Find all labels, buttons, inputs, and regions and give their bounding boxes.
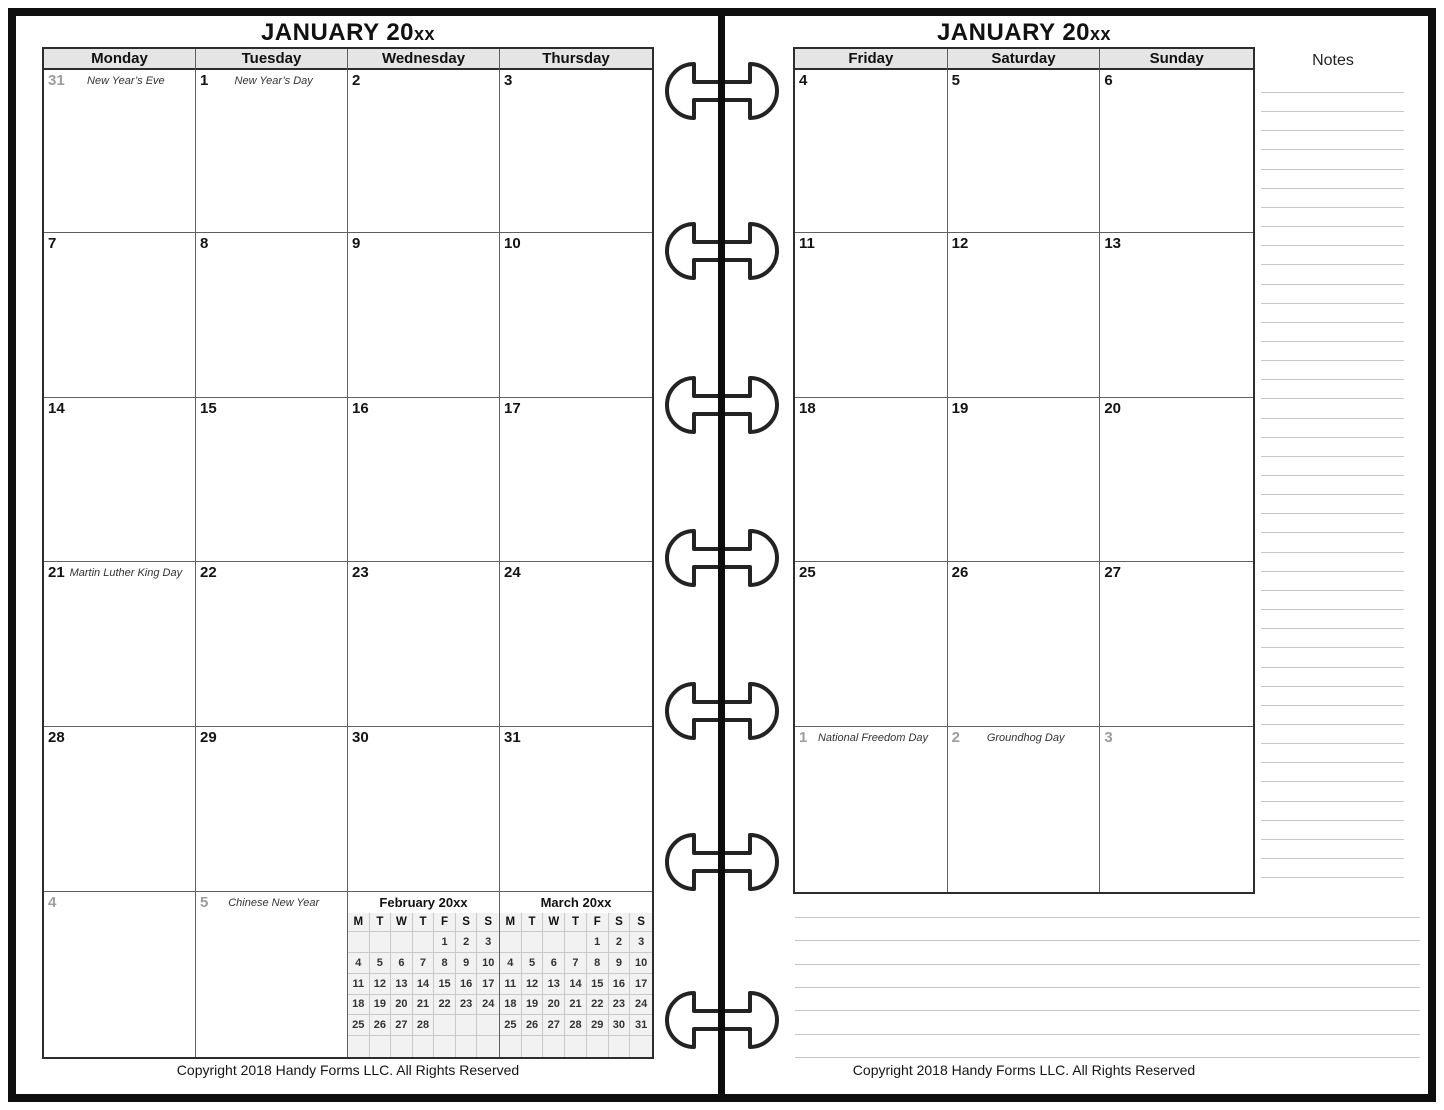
notes-line — [1261, 839, 1404, 840]
day-cell — [500, 727, 652, 892]
date-number: 30 — [352, 729, 369, 746]
mini-date-cell: 17 — [477, 974, 499, 995]
mini-date-cell — [413, 1036, 435, 1057]
day-cell — [44, 70, 196, 233]
date-number: 27 — [1104, 564, 1122, 581]
mini-date-cell — [456, 1015, 478, 1036]
mini-date-cell: 31 — [630, 1015, 652, 1036]
notes-line — [1261, 724, 1404, 725]
date-number: 4 — [799, 72, 808, 89]
mini-date-cell: 9 — [609, 953, 631, 974]
day-cell — [1100, 70, 1253, 233]
mini-date-cell — [477, 1036, 499, 1057]
notes-line — [1261, 743, 1404, 744]
date-number: 13 — [1104, 235, 1122, 252]
day-cell — [348, 562, 500, 727]
mini-date-cell: 14 — [413, 974, 435, 995]
mini-calendar-cell — [348, 892, 500, 1057]
mini-date-cell: 16 — [456, 974, 478, 995]
mini-date-cell: 6 — [543, 953, 565, 974]
mini-date-cell: 19 — [370, 995, 392, 1016]
bottom-line — [795, 917, 1420, 918]
date-number: 10 — [504, 235, 521, 252]
date-number: 9 — [352, 235, 361, 252]
mini-date-cell: 7 — [413, 953, 435, 974]
date-number: 25 — [799, 564, 816, 581]
notes-line — [1261, 475, 1404, 476]
mini-date-cell: 6 — [391, 953, 413, 974]
day-cell — [196, 70, 348, 233]
notes-line — [1261, 877, 1404, 878]
date-number: 24 — [504, 564, 521, 581]
date-number: 15 — [200, 400, 217, 417]
mini-date-cell — [391, 932, 413, 953]
notes-line — [1261, 264, 1404, 265]
mini-date-cell: 21 — [413, 995, 435, 1016]
mini-date-cell — [477, 1015, 499, 1036]
mini-date-cell: 15 — [434, 974, 456, 995]
mini-date-cell: 2 — [609, 932, 631, 953]
date-number: 3 — [1104, 729, 1113, 746]
mini-date-cell — [630, 1036, 652, 1057]
left-title-month-year: JANUARY 20 — [260, 19, 415, 46]
day-cell — [500, 562, 652, 727]
mini-date-cell: 23 — [609, 995, 631, 1016]
mini-date-cell — [500, 1036, 522, 1057]
mini-date-cell — [391, 1036, 413, 1057]
date-number: 14 — [48, 400, 65, 417]
mini-date-cell: 4 — [348, 953, 370, 974]
mini-date-cell: 13 — [391, 974, 413, 995]
mini-date-cell: 28 — [565, 1015, 587, 1036]
day-cell — [196, 562, 348, 727]
day-cell — [44, 233, 196, 398]
notes-line — [1261, 686, 1404, 687]
date-number: 2 — [352, 72, 361, 89]
mini-day-header: T — [370, 913, 392, 932]
day-cell — [948, 70, 1101, 233]
mini-calendar — [348, 892, 499, 1057]
date-number: 12 — [951, 235, 969, 252]
mini-date-cell — [565, 1036, 587, 1057]
mini-date-cell: 17 — [630, 974, 652, 995]
notes-line — [1261, 284, 1404, 285]
mini-calendar-grid — [348, 913, 499, 1057]
bottom-line — [795, 987, 1420, 988]
day-cell — [1100, 727, 1253, 892]
date-number: 2 — [951, 729, 960, 746]
day-cell — [1100, 398, 1253, 562]
mini-calendar-title: March 20xx — [500, 892, 652, 913]
date-number: 6 — [1104, 72, 1113, 89]
mini-calendar-title: February 20xx — [348, 892, 499, 913]
notes-line — [1261, 456, 1404, 457]
mini-calendar-grid — [500, 913, 652, 1057]
holiday-label: Martin Luther King Day — [69, 567, 183, 579]
date-number: 28 — [48, 729, 65, 746]
date-number: 31 — [504, 729, 521, 746]
date-number: 31 — [48, 72, 65, 89]
holiday-label: Groundhog Day — [986, 732, 1065, 744]
right-copyright: Copyright 2018 Handy Forms LLC. All Rights Reserved — [852, 1062, 1196, 1078]
mini-date-cell — [565, 932, 587, 953]
bottom-line — [795, 1057, 1420, 1058]
mini-date-cell: 27 — [391, 1015, 413, 1036]
mini-date-cell: 21 — [565, 995, 587, 1016]
notes-heading: Notes — [1312, 52, 1354, 69]
date-number: 26 — [951, 564, 969, 581]
day-cell — [948, 398, 1101, 562]
day-header-monday: Monday — [44, 49, 196, 70]
mini-day-header: F — [434, 913, 456, 932]
notes-line — [1261, 647, 1404, 648]
mini-date-cell: 25 — [348, 1015, 370, 1036]
holiday-label: Chinese New Year — [228, 897, 320, 909]
notes-line — [1261, 360, 1404, 361]
mini-date-cell: 24 — [477, 995, 499, 1016]
date-number: 17 — [504, 400, 521, 417]
mini-calendar — [500, 892, 652, 1057]
mini-date-cell — [348, 1036, 370, 1057]
mini-date-cell — [543, 1036, 565, 1057]
mini-date-cell — [587, 1036, 609, 1057]
day-cell — [795, 727, 948, 892]
notes-line — [1261, 628, 1404, 629]
notes-line — [1261, 207, 1404, 208]
notes-line — [1261, 169, 1404, 170]
mini-date-cell: 28 — [413, 1015, 435, 1036]
mini-date-cell: 22 — [434, 995, 456, 1016]
mini-date-cell — [543, 932, 565, 953]
mini-date-cell — [348, 932, 370, 953]
holiday-label: National Freedom Day — [817, 732, 929, 744]
mini-date-cell: 27 — [543, 1015, 565, 1036]
mini-date-cell: 7 — [565, 953, 587, 974]
mini-date-cell: 30 — [609, 1015, 631, 1036]
mini-date-cell — [370, 1036, 392, 1057]
notes-line — [1261, 398, 1404, 399]
notes-line — [1261, 92, 1404, 93]
notes-line — [1261, 513, 1404, 514]
date-number: 29 — [200, 729, 217, 746]
mini-date-cell: 26 — [370, 1015, 392, 1036]
mini-date-cell: 4 — [500, 953, 522, 974]
mini-day-header: W — [391, 913, 413, 932]
notes-line — [1261, 188, 1404, 189]
left-page-title — [42, 19, 654, 47]
right-title-month-year: JANUARY 20 — [936, 19, 1091, 46]
notes-line — [1261, 341, 1404, 342]
day-cell — [500, 398, 652, 562]
day-cell — [1100, 562, 1253, 727]
notes-line — [1261, 705, 1404, 706]
mini-day-header: W — [543, 913, 565, 932]
day-cell — [348, 727, 500, 892]
date-number: 18 — [799, 400, 816, 417]
mini-day-header: S — [456, 913, 478, 932]
date-number: 20 — [1104, 400, 1122, 417]
day-cell — [348, 70, 500, 233]
notes-line — [1261, 667, 1404, 668]
mini-date-cell: 10 — [477, 953, 499, 974]
right-month-grid — [793, 47, 1255, 894]
mini-date-cell: 14 — [565, 974, 587, 995]
mini-date-cell: 23 — [456, 995, 478, 1016]
mini-date-cell: 1 — [434, 932, 456, 953]
day-cell — [196, 398, 348, 562]
left-title-year-suffix: xx — [414, 24, 436, 44]
date-number: 21 — [48, 564, 65, 581]
notes-line — [1261, 226, 1404, 227]
mini-date-cell — [413, 932, 435, 953]
bottom-line — [795, 940, 1420, 941]
day-cell — [44, 562, 196, 727]
left-month-grid — [42, 47, 654, 1059]
mini-date-cell: 12 — [522, 974, 544, 995]
left-copyright: Copyright 2018 Handy Forms LLC. All Rights Reserved — [176, 1062, 520, 1078]
mini-date-cell — [522, 1036, 544, 1057]
mini-date-cell: 1 — [587, 932, 609, 953]
notes-line — [1261, 130, 1404, 131]
mini-date-cell: 16 — [609, 974, 631, 995]
mini-day-header: T — [565, 913, 587, 932]
notes-line — [1261, 820, 1404, 821]
mini-day-header: M — [500, 913, 522, 932]
date-number: 5 — [951, 72, 960, 89]
notes-line — [1261, 532, 1404, 533]
date-number: 7 — [48, 235, 57, 252]
date-number: 1 — [799, 729, 808, 746]
date-number: 22 — [200, 564, 217, 581]
day-header-thursday: Thursday — [500, 49, 652, 70]
day-cell — [196, 233, 348, 398]
day-cell — [500, 70, 652, 233]
notes-line — [1261, 609, 1404, 610]
day-cell — [44, 892, 196, 1057]
date-number: 16 — [352, 400, 369, 417]
mini-date-cell: 22 — [587, 995, 609, 1016]
day-header-saturday: Saturday — [948, 49, 1101, 70]
date-number: 11 — [799, 235, 815, 252]
mini-day-header: S — [630, 913, 652, 932]
day-cell — [795, 70, 948, 233]
mini-date-cell: 20 — [391, 995, 413, 1016]
mini-date-cell: 10 — [630, 953, 652, 974]
mini-date-cell: 3 — [477, 932, 499, 953]
day-cell — [348, 233, 500, 398]
mini-date-cell: 11 — [348, 974, 370, 995]
date-number: 8 — [200, 235, 209, 252]
mini-date-cell: 11 — [500, 974, 522, 995]
notes-line — [1261, 149, 1404, 150]
mini-date-cell — [522, 932, 544, 953]
notes-line — [1261, 418, 1404, 419]
day-cell — [795, 562, 948, 727]
mini-date-cell: 18 — [500, 995, 522, 1016]
bottom-ruled-lines — [795, 917, 1420, 1067]
mini-day-header: F — [587, 913, 609, 932]
mini-date-cell: 19 — [522, 995, 544, 1016]
day-header-tuesday: Tuesday — [196, 49, 348, 70]
mini-day-header: T — [522, 913, 544, 932]
notes-line — [1261, 494, 1404, 495]
day-cell — [348, 398, 500, 562]
notes-line — [1261, 571, 1404, 572]
mini-date-cell: 15 — [587, 974, 609, 995]
notes-ruled-lines — [1261, 92, 1404, 892]
mini-date-cell — [434, 1036, 456, 1057]
day-cell — [196, 727, 348, 892]
notes-line — [1261, 322, 1404, 323]
mini-date-cell — [456, 1036, 478, 1057]
date-number: 5 — [200, 894, 209, 911]
binder-spine — [718, 14, 725, 1096]
mini-date-cell: 8 — [587, 953, 609, 974]
day-cell — [948, 562, 1101, 727]
notes-line — [1261, 590, 1404, 591]
mini-calendar-cell — [500, 892, 652, 1057]
date-number: 3 — [504, 72, 513, 89]
mini-date-cell: 5 — [370, 953, 392, 974]
mini-date-cell: 12 — [370, 974, 392, 995]
mini-date-cell: 5 — [522, 953, 544, 974]
holiday-label: New Year’s Eve — [87, 75, 165, 87]
mini-date-cell: 20 — [543, 995, 565, 1016]
right-title-year-suffix: xx — [1090, 24, 1112, 44]
mini-day-header: T — [413, 913, 435, 932]
bottom-line — [795, 964, 1420, 965]
right-page-title — [793, 19, 1255, 47]
mini-date-cell — [500, 932, 522, 953]
day-header-friday: Friday — [795, 49, 948, 70]
bottom-line — [795, 1010, 1420, 1011]
day-cell — [44, 398, 196, 562]
day-cell — [948, 233, 1101, 398]
date-number: 23 — [352, 564, 369, 581]
mini-date-cell: 13 — [543, 974, 565, 995]
mini-date-cell — [434, 1015, 456, 1036]
day-cell — [500, 233, 652, 398]
mini-date-cell: 26 — [522, 1015, 544, 1036]
notes-line — [1261, 552, 1404, 553]
notes-line — [1261, 437, 1404, 438]
day-cell — [795, 398, 948, 562]
notes-line — [1261, 379, 1404, 380]
date-number: 19 — [951, 400, 969, 417]
notes-line — [1261, 858, 1404, 859]
notes-line — [1261, 781, 1404, 782]
notes-line — [1261, 111, 1404, 112]
mini-date-cell — [370, 932, 392, 953]
notes-line — [1261, 762, 1404, 763]
date-number: 1 — [200, 72, 209, 89]
mini-date-cell: 18 — [348, 995, 370, 1016]
mini-date-cell: 8 — [434, 953, 456, 974]
date-number: 4 — [48, 894, 57, 911]
mini-date-cell — [609, 1036, 631, 1057]
mini-date-cell: 29 — [587, 1015, 609, 1036]
mini-date-cell: 9 — [456, 953, 478, 974]
day-header-wednesday: Wednesday — [348, 49, 500, 70]
notes-line — [1261, 801, 1404, 802]
holiday-label: New Year’s Day — [234, 75, 313, 87]
mini-day-header: S — [609, 913, 631, 932]
mini-day-header: M — [348, 913, 370, 932]
day-cell — [948, 727, 1101, 892]
notes-line — [1261, 245, 1404, 246]
mini-date-cell: 2 — [456, 932, 478, 953]
day-cell — [795, 233, 948, 398]
notes-line — [1261, 303, 1404, 304]
day-header-sunday: Sunday — [1100, 49, 1253, 70]
mini-date-cell: 24 — [630, 995, 652, 1016]
mini-date-cell: 3 — [630, 932, 652, 953]
bottom-line — [795, 1034, 1420, 1035]
mini-date-cell: 25 — [500, 1015, 522, 1036]
day-cell — [1100, 233, 1253, 398]
mini-day-header: S — [477, 913, 499, 932]
day-cell — [196, 892, 348, 1057]
day-cell — [44, 727, 196, 892]
